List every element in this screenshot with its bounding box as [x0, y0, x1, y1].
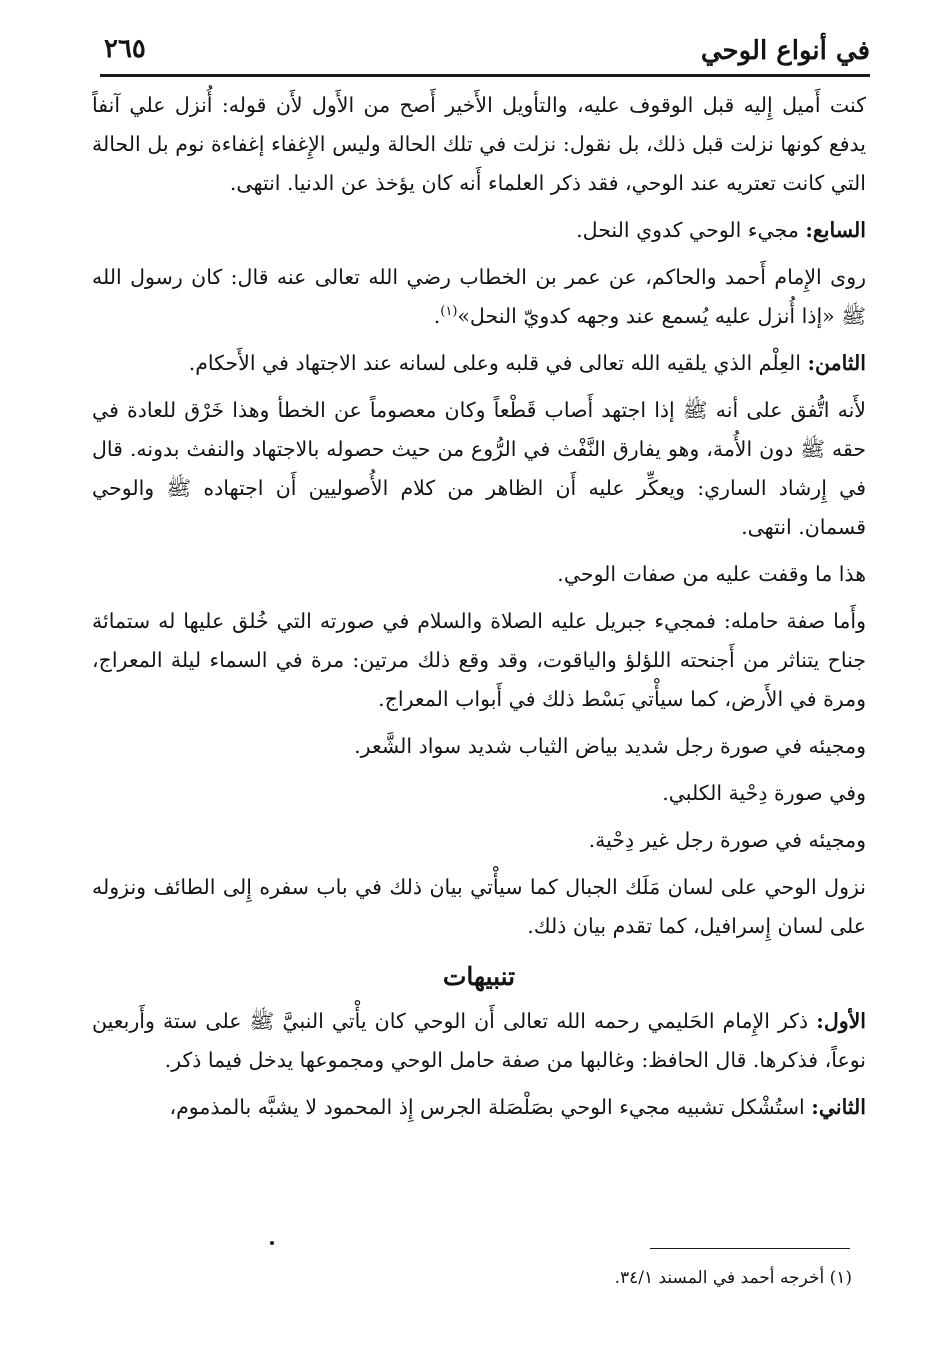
item-term: الثامن:	[807, 351, 866, 375]
paragraph: وفي صورة دِحْية الكلبي.	[662, 781, 866, 805]
paragraph: لأَنه اتُّفق على أنه ﷺ إذا اجتهد أَصاب قَطْعاً وكان معصوماً عن الخطأ وهذا خَرْق للعادة في حقه ﷺ دون الأُمة، وهو يفارق النَّفْث في الرُّوع من حيث حصوله بالاجتهاد والنفث بدونه. قال في إِرشاد الساري: ويعكِّر عليه أَن الظاهر من كلام الأُصوليين أَن اجتهاده ﷺ والوحي قسمان. انتهى.	[92, 398, 866, 539]
note-term: الأول:	[816, 1009, 866, 1033]
note-second: الثاني: استُشْكل تشبيه مجيء الوحي بصَلْصَلة الجرس إِذ المحمود لا يشبَّه بالمذموم،	[169, 1095, 866, 1119]
body-text	[92, 86, 866, 1135]
paragraph: وأَما صفة حامله: فمجيء جبريل عليه الصلاة والسلام في صورته التي خُلق عليها له ستمائة جناح يتناثر من أَجنحته اللؤلؤ والياقوت، وقد وقع ذلك مرتين: مرة في السماء ليلة المعراج، ومرة في الأَرض، كما سيأْتي بَسْط ذلك في أَبواب المعراج.	[92, 609, 866, 711]
paragraph: ومجيئه في صورة رجل غير دِحْية.	[588, 828, 866, 852]
paragraph: كنت أَميل إِليه قبل الوقوف عليه، والتأويل الأَخير أَصح من الأَول لأَن قوله: أُنزل علي آنفاً يدفع كونها نزلت قبل ذلك، بل نقول: نزلت في تلك الحالة وليس الإِغفاء إغفاءة نوم بل الحالة التي كانت تعتريه عند الوحي، فقد ذكر العلماء أَنه كان يؤخذ عن الدنيا. انتهى.	[92, 93, 866, 195]
footnote-reference[interactable]: (١)	[440, 304, 458, 320]
page-header	[100, 28, 870, 77]
paragraph-seventh: السابع: مجيء الوحي كدوي النحل.	[576, 218, 866, 242]
note-first: الأول: ذكر الإِمام الحَليمي رحمه الله تعالى أَن الوحي كان يأْتي النبيَّ ﷺ على ستة وأَربعين نوعاً، فذكرها. قال الحافظ: وغالبها من صفة حامل الوحي ومجموعها يدخل فيما ذكر.	[92, 1009, 866, 1072]
paragraph-eighth: الثامن: العِلْم الذي يلقيه الله تعالى في قلبه وعلى لسانه عند الاجتهاد في الأَحكام.	[188, 351, 866, 375]
footnote-divider	[650, 1248, 850, 1249]
section-heading: تنبيهات	[442, 962, 516, 991]
running-title: في أنواع الوحي	[700, 36, 870, 66]
paragraph: هذا ما وقفت عليه من صفات الوحي.	[557, 562, 866, 586]
page-number: ٢٦٥	[104, 34, 146, 64]
paragraph: روى الإِمام أَحمد والحاكم، عن عمر بن الخطاب رضي الله تعالى عنه قال: كان رسول الله ﷺ «إذا أُنزل عليه يُسمع عند وجهه كدويّ النحل»$^{(١)}$.	[92, 265, 866, 328]
paragraph: ومجيئه في صورة رجل شديد بياض الثياب شديد سواد الشَّعر.	[354, 734, 866, 758]
note-term: الثاني:	[811, 1095, 866, 1119]
item-term: السابع:	[805, 218, 866, 242]
ink-speck	[270, 1241, 274, 1245]
footnote: (١) أخرجه أحمد في المسند ٣٤/١.	[614, 1268, 852, 1288]
paragraph: نزول الوحي على لسان مَلَك الجبال كما سيأْتي بيان ذلك في باب سفره إِلى الطائف ونزوله على لسان إِسرافيل، كما تقدم بيان ذلك.	[92, 875, 866, 938]
